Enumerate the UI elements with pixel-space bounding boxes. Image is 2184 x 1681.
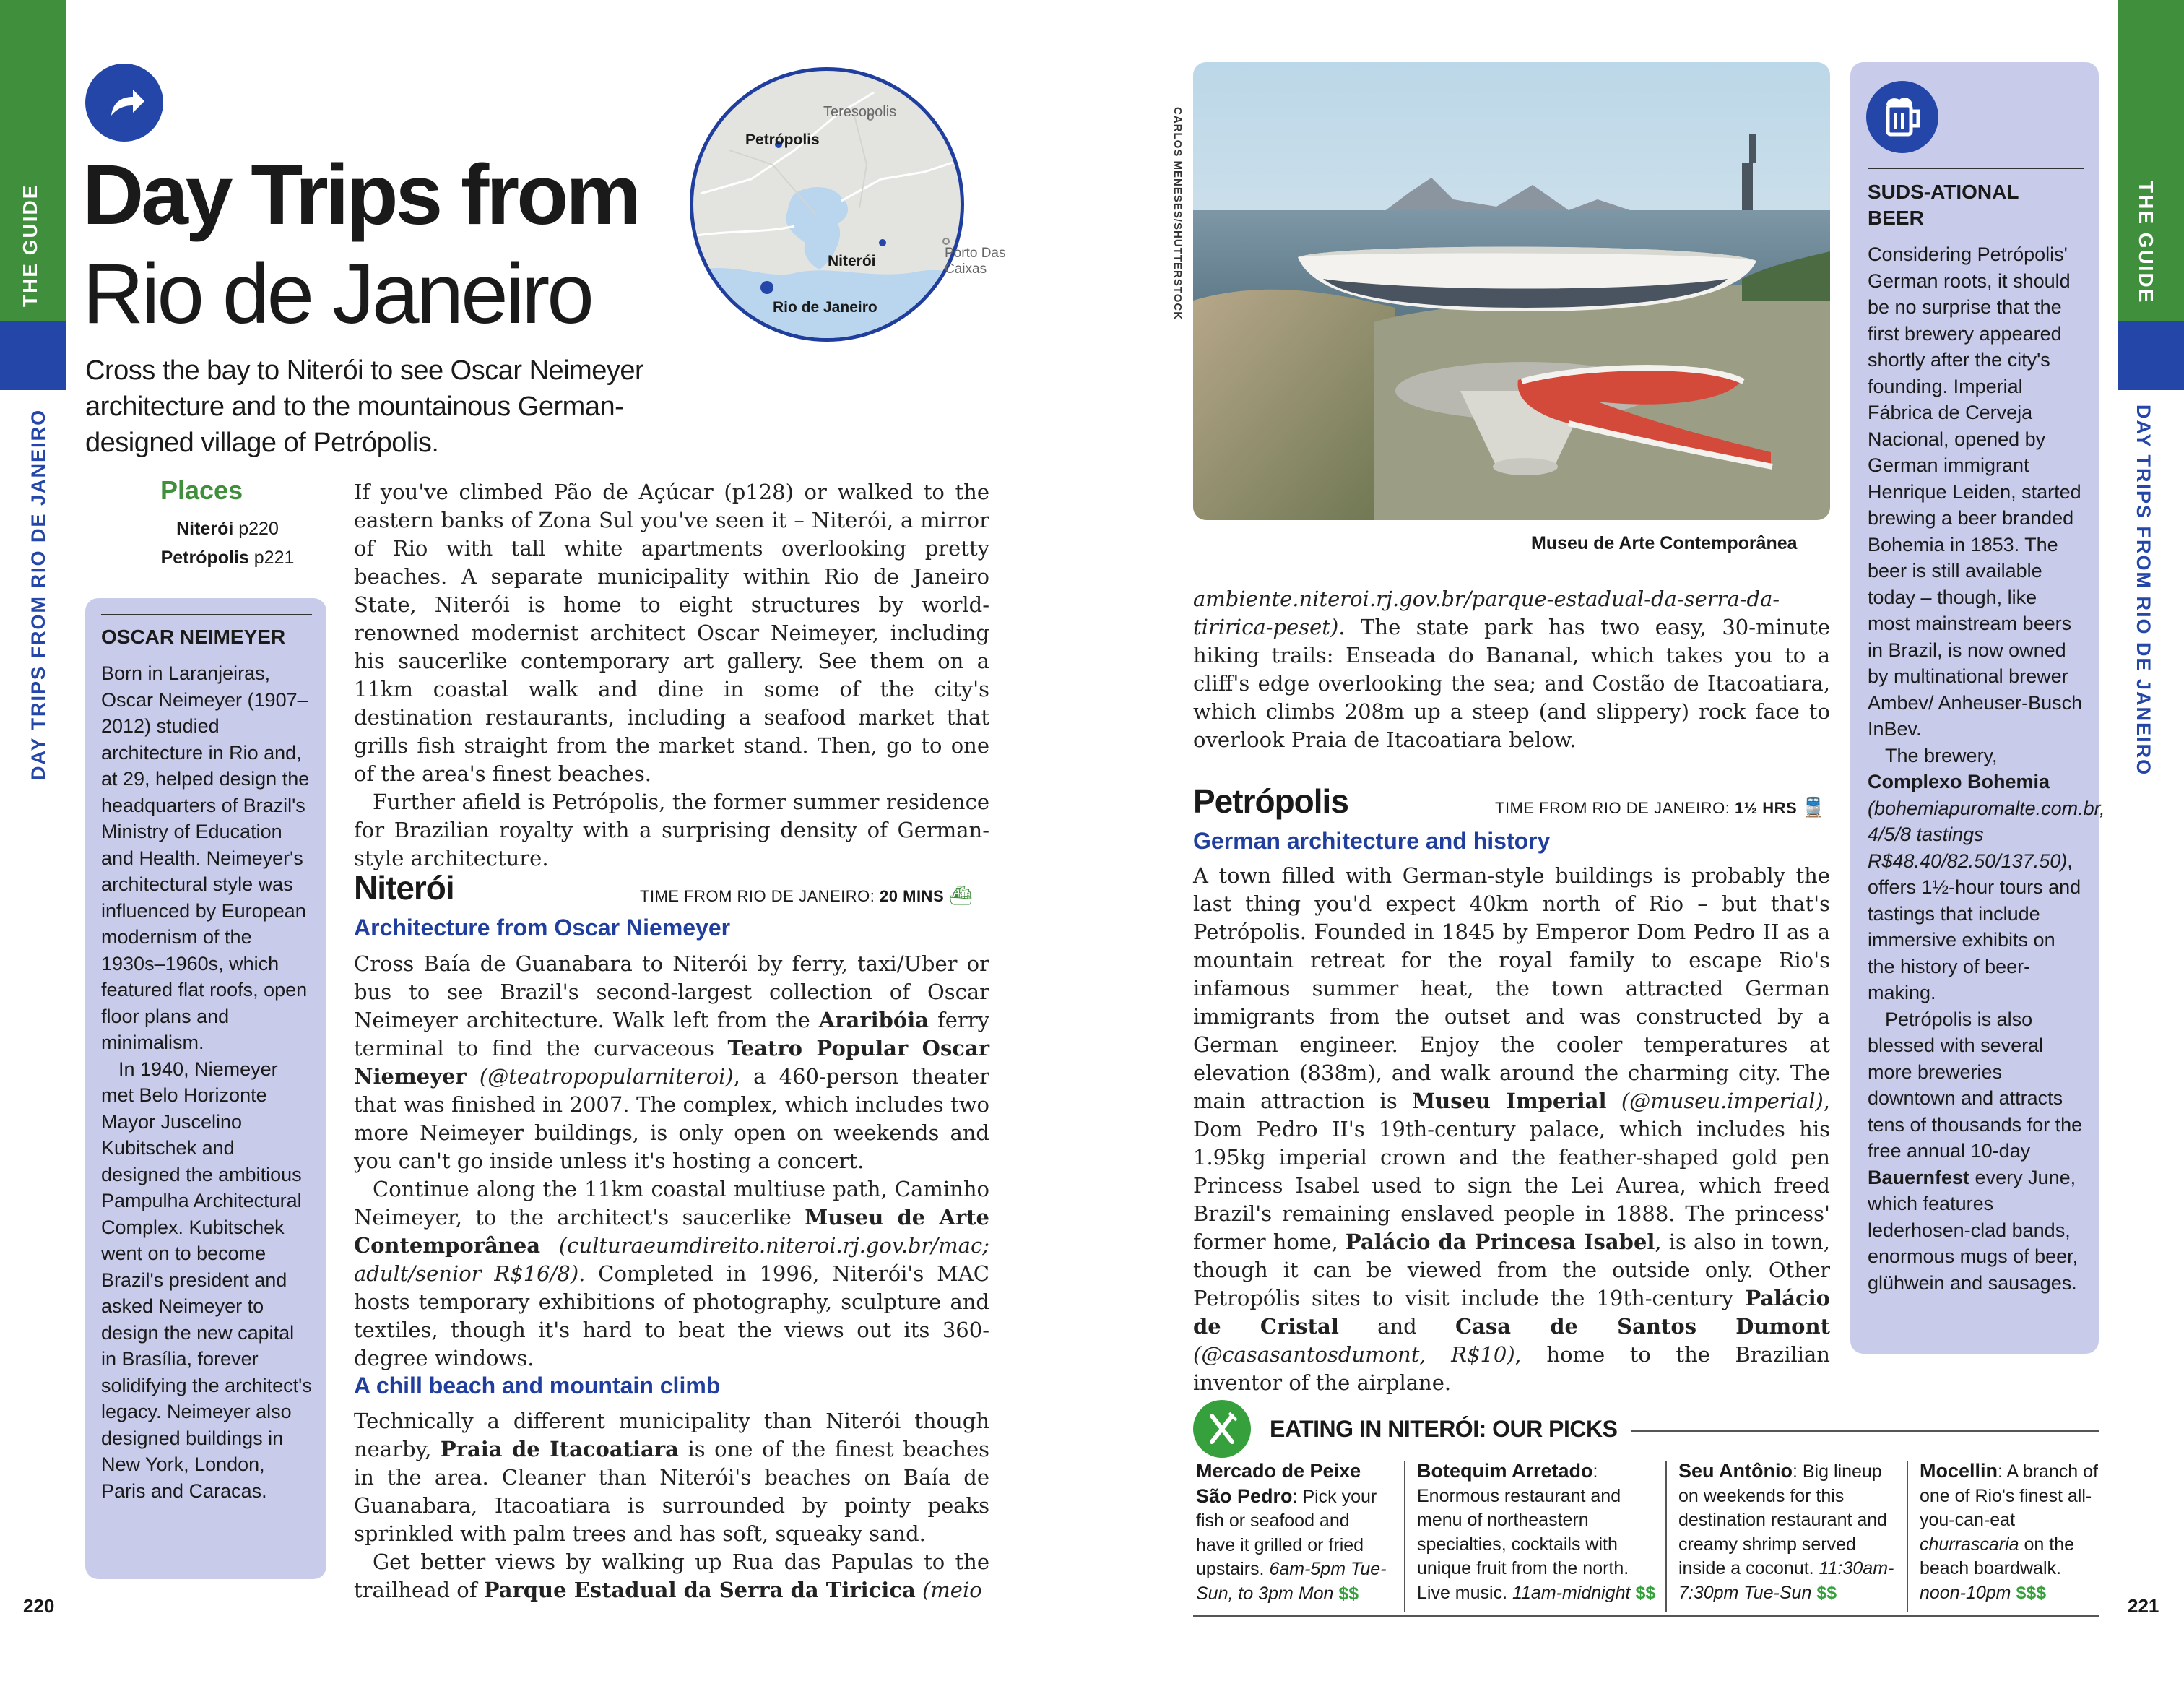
train-icon: 🚆 (1801, 796, 1826, 818)
beer-text: Considering Petrópolis' German roots, it should be no surprise that the first brewery appeared shortly after the city's founding. Imperial Fábrica de Cerveja Nacional, opened by German immigrant Henrique Leiden, started brewing a beer branded Bohemia in 1853. The beer is still available today – though, like most mainstream beers in Brazil, is now owned by multinational brewer Ambev/ Anheuser-Busch InBev. The brewery, Complexo Bohemia (bohemiapuromalte.com.br, 4/5/8 tastings R$48.40/82.50/137.50), offers 1½-hour tours and tastings that include immersive exhibits on the history of beer-making. Petrópolis is also blessed with several more breweries downtown and attracts tens of thousands for the free annual 10-day Bauernfest every June, which features lederhosen-clad bands, enormous mugs of beer, glühwein and sausages. (1868, 243, 2105, 1294)
pick-mercado[interactable]: Mercado de Peixe São Pedro: Pick your fish or seafood and have it grilled or fried upstairs. 6am-5pm Tue-Sun, to 3pm Mon $$ (1196, 1460, 1387, 1604)
page-number-left: 220 (23, 1595, 55, 1617)
right-tab-section-label: THE GUIDE (2135, 181, 2157, 304)
niteroi-section2: Technically a different municipality than Niterói though nearby, Praia de Itacoatiara is one of the finest beaches in the area. Cleaner than Niterói's beaches on Baía de Guanabara, Itacoatiara is surrounded by pointy peaks sprinkled with palm trees and has soft, squeaky sand. Get better views by walking up Rua das Papulas to the trailhead of Parque Estadual da Serra da Tiricica (meio (354, 1409, 989, 1602)
map-label-niteroi: Niterói (828, 253, 876, 269)
map-label-petropolis: Petrópolis (745, 131, 820, 148)
pick-botequim[interactable]: Botequim Arretado: Enormous restaurant and menu of northeastern specialties, cocktails with unique fruit from the north. Live music. 11am-midnight $$ (1417, 1460, 1656, 1603)
places-heading: Places (160, 475, 243, 505)
fork-knife-icon (1193, 1400, 1251, 1458)
niteroi-sub2: A chill beach and mountain climb (354, 1373, 721, 1399)
page-title-line1: Day Trips from (82, 147, 639, 243)
museum-photo (1193, 62, 1830, 520)
petropolis-text: A town filled with German-style buildings is probably the last thing you'd expect 40km north of Rio – but that's Petrópolis. Founded in 1845 by Emperor Dom Pedro II as a mountain retreat for the royal family to escape Rio's infamous summer heat, the town attracted German immigrants from the outset and was constructed by a German engineer. Enjoy the cooler temperatures at elevation (838m), and walk around the charming city. The main attraction is Museu Imperial (@museu.imperial), Dom Pedro II's 19th-century palace, which includes his 1.95kg imperial crown and the feather-shaped gold pen Princess Isabel used to sign the Lei Aurea, which freed Brazil's remaining enslaved people in 1888. The princess' former home, Palácio da Princesa Isabel, is also in town, though it can be viewed from the outside only. Other Petropólis sites to visit include the 19th-century Palácio de Cristal and Casa de Santos Dumont (@casasantosdumont, R$10), home to the Brazilian inventor of the airplane. (1193, 863, 1831, 1395)
arrow-share-icon (85, 64, 163, 142)
petropolis-sub: German architecture and history (1193, 828, 1551, 854)
pick-seu-antonio[interactable]: Seu Antônio: Big lineup on weekends for this destination restaurant and creamy shrimp served inside a coconut. 11:30am-7:30pm Tue-Sun $$ (1678, 1460, 1894, 1603)
niteroi-continued: ambiente.niteroi.rj.gov.br/parque-estadual-da-serra-da-tiririca-peset). The state park has two easy, 30-minute hiking trails: Enseada do Bananal, which takes you to a cliff's edge overlooking the sea; and Costão de Itacoatiara, which climbs 208m up a steep (and slippery) rock face to overlook Praia de Itacoatiara below. (1193, 587, 1830, 752)
left-tab-blue (0, 321, 66, 390)
eating-bottom-rule (1193, 1615, 2099, 1617)
page-number-right: 221 (2128, 1595, 2159, 1617)
beer-sidebar (1850, 62, 2105, 1354)
map-label-teresopolis: Teresopolis (823, 104, 897, 120)
petropolis-time: TIME FROM RIO DE JANEIRO: 1½ HRS 🚆 (1495, 796, 1826, 818)
intro-blurb: Cross the bay to Niterói to see Oscar Neimeyer architecture and to the mountainous German-designed village of Petrópolis. (85, 355, 644, 458)
beer-mug-icon (1866, 81, 1938, 153)
page-title-line2: Rio de Janeiro (82, 246, 592, 342)
sidebar-text: Born in Laranjeiras, Oscar Neimeyer (1907–2012) studied architecture in Rio and, at 29, helped design the headquarters of Brazil's Ministry of Education and Health. Neimeyer's architectural style was influenced by European modernism of the 1930s–1960s, which featured flat roofs, open floor plans and minimalism. In 1940, Niemeyer met Belo Horizonte Mayor Juscelino Kubitschek and designed the ambitious Pampulha Architectural Complex. Kubitschek went on to become Brazil's president and asked Neimeyer to design the new capital in Brasília, forever solidifying the architect's legacy. Neimeyer also designed buildings in New York, London, Paris and Caracas. (101, 662, 312, 1502)
left-tab-section-label: THE GUIDE (19, 183, 41, 307)
intro-text: If you've climbed Pão de Açúcar (p128) or walked to the eastern banks of Zona Sul you've seen it – Niterói, a mirror of Rio with tall white apartments overlooking pretty beaches. A separate municipality within Rio de Janeiro State, Niterói is home to eight structures by world-renowned modernist architect Oscar Neimeyer, including his saucerlike contemporary art gallery. See them on a 11km coastal walk and dine in some of the city's destination restaurants, including a seafood market that grills fish straight from the market stand. Then, go to one of the area's finest beaches. Further afield is Petrópolis, the former summer residence for Brazilian royalty with a surprising density of German-style architecture. (354, 480, 989, 870)
pick-mocellin[interactable]: Mocellin: A branch of one of Rio's finest all-you-can-eat churrascaria on the beach boardwalk. noon-10pm $$$ (1920, 1460, 2099, 1603)
photo-caption: Museu de Arte Contemporânea (1531, 533, 1798, 553)
niteroi-sub1: Architecture from Oscar Niemeyer (354, 915, 731, 941)
petropolis-heading: Petrópolis (1193, 782, 1348, 820)
oscar-neimeyer-sidebar (85, 598, 326, 1579)
places-item[interactable]: Niterói p220 (176, 519, 279, 539)
places-item[interactable]: Petrópolis p221 (160, 548, 295, 568)
left-chapter-label: DAY TRIPS FROM RIO DE JANEIRO (27, 408, 49, 780)
ferry-icon: ⛴ (948, 884, 974, 906)
niteroi-section1: Cross Baía de Guanabara to Niterói by ferry, taxi/Uber or bus to see Brazil's second-largest collection of Oscar Neimeyer architecture. Walk left from the Araribóia ferry terminal to find the curvaceous Teatro Popular Oscar Niemeyer (@teatropopularniteroi), a 460-person theater that was finished in 2007. The complex, which includes two more Neimeyer buildings, is only open on weekends and you can't go inside unless it's hosting a concert. Continue along the 11km coastal multiuse path, Caminho Neimeyer, to the architect's saucerlike Museu de Arte Contemporânea (culturaeumdireito.niteroi.rj.gov.br/mac; adult/senior R$16/8). Completed in 1996, Niterói's MAC hosts temporary exhibitions of photography, sculpture and textiles, though it's hard to beat the views out its 360-degree windows. (354, 951, 989, 1370)
right-chapter-label: DAY TRIPS FROM RIO DE JANEIRO (2133, 405, 2154, 777)
places-list (130, 514, 325, 572)
right-tab-blue (2118, 321, 2184, 390)
sidebar-title: OSCAR NEIMEYER (101, 614, 312, 649)
niteroi-heading: Niterói (354, 869, 454, 907)
niteroi-time: TIME FROM RIO DE JANEIRO: 20 MINS ⛴ (640, 884, 974, 906)
eating-rule (1631, 1430, 2099, 1432)
eating-heading: EATING IN NITERÓI: OUR PICKS (1270, 1416, 1618, 1442)
map-label-porto-das-caixas: Porto Das Caixas (945, 246, 1006, 277)
beer-title: SUDS-ATIONAL BEER (1868, 168, 2084, 231)
locator-map (686, 64, 1006, 345)
map-label-rio: Rio de Janeiro (773, 299, 878, 316)
photo-credit: CARLOS MENESES/SHUTTERSTOCK (1171, 107, 1184, 321)
